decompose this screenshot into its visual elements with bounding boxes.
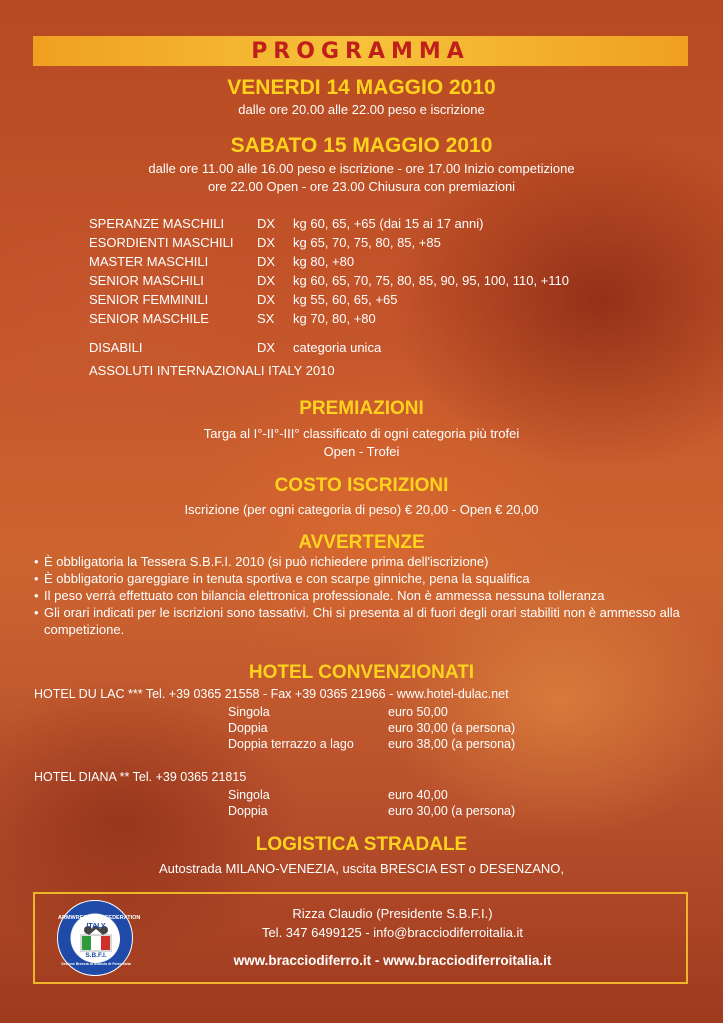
room-type: Doppia terrazzo a lago xyxy=(228,737,354,751)
category-row xyxy=(89,309,569,328)
friday-schedule: dalle ore 20.00 alle 22.00 peso e iscrizione xyxy=(238,102,485,117)
list-item: • Gli orari indicati per le iscrizioni sono tassativi. Chi si presenta al di fuori degli orari stabiliti non è ammesso alla competizione. xyxy=(34,604,704,638)
premiazioni-title: PREMIAZIONI xyxy=(299,398,424,419)
room-price: euro 30,00 (a persona) xyxy=(388,804,516,818)
avvertenze-title: AVVERTENZE xyxy=(298,532,425,553)
logistica-title: LOGISTICA STRADALE xyxy=(255,834,468,855)
category-name: MASTER MASCHILI xyxy=(89,254,209,269)
category-name: SPERANZE MASCHILI xyxy=(89,216,225,231)
costo-line: Iscrizione (per ogni categoria di peso) € 20,00 - Open € 20,00 xyxy=(184,502,539,517)
list-item: • È obbligatoria la Tessera S.B.F.I. 2010 (si può richiedere prima dell'iscrizione) xyxy=(34,553,704,570)
category-row xyxy=(89,233,569,252)
footer-box xyxy=(33,892,688,984)
category-weights: kg 80, +80 xyxy=(293,254,355,269)
assoluti-line: ASSOLUTI INTERNAZIONALI ITALY 2010 xyxy=(89,363,335,378)
programma-banner xyxy=(33,36,688,66)
list-item: • Il peso verrà effettuato con bilancia elettronica professionale. Non è ammessa nessuna tolleranza xyxy=(34,587,704,604)
room-price: euro 30,00 (a persona) xyxy=(388,721,516,735)
category-spacer xyxy=(89,328,569,338)
category-name: ESORDIENTI MASCHILI xyxy=(89,235,234,250)
room-price: euro 38,00 (a persona) xyxy=(388,737,516,751)
saturday-schedule-line-1: dalle ore 11.00 alle 16.00 peso e iscrizione - ore 17.00 Inizio competizione xyxy=(148,161,575,176)
category-name: SENIOR MASCHILE xyxy=(89,311,209,326)
list-item: • È obbligatorio gareggiare in tenuta sportiva e con scarpe ginniche, pena la squalifica xyxy=(34,570,704,587)
friday-title: VENERDI 14 MAGGIO 2010 xyxy=(227,76,496,99)
category-arm: DX xyxy=(257,235,276,250)
category-arm: DX xyxy=(257,216,276,231)
premiazioni-line-2: Open - Trofei xyxy=(323,444,400,459)
hotel-diana-header: HOTEL DIANA ** Tel. +39 0365 21815 xyxy=(34,770,247,784)
category-row xyxy=(89,290,569,309)
category-row xyxy=(89,252,569,271)
websites-line[interactable]: www.bracciodiferro.it - www.bracciodiferroitalia.it xyxy=(233,953,552,968)
category-arm: DX xyxy=(257,273,276,288)
logistica-line: Autostrada MILANO-VENEZIA, uscita BRESCIA EST o DESENZANO, xyxy=(158,861,565,876)
category-arm: SX xyxy=(257,311,275,326)
categories-table xyxy=(89,214,569,357)
category-name: SENIOR MASCHILI xyxy=(89,273,204,288)
programma-title: PROGRAMMA xyxy=(251,38,470,64)
room-type: Singola xyxy=(228,705,270,719)
president-name: Rizza Claudio (Presidente S.B.F.I.) xyxy=(292,906,493,921)
category-arm: DX xyxy=(257,292,276,307)
avvertenze-list xyxy=(34,553,704,638)
category-row xyxy=(89,271,569,290)
logo-abbr: S.B.F.I. xyxy=(85,952,107,959)
category-weights: kg 60, 65, 70, 75, 80, 85, 90, 95, 100, 110, +110 xyxy=(293,273,569,288)
logo-top-text: ARMWRESTLING FEDERATION xyxy=(58,915,141,921)
room-type: Doppia xyxy=(228,804,268,818)
room-type: Doppia xyxy=(228,721,268,735)
category-weights: kg 65, 70, 75, 80, 85, +85 xyxy=(293,235,441,250)
category-name: SENIOR FEMMINILI xyxy=(89,292,209,307)
contact-line: Tel. 347 6499125 - info@bracciodiferroitalia.it xyxy=(261,925,524,940)
room-price: euro 40,00 xyxy=(388,788,448,802)
room-price: euro 50,00 xyxy=(388,705,448,719)
premiazioni-line-1: Targa al I°-II°-III° classificato di ogni categoria più trofei xyxy=(203,426,520,441)
saturday-title: SABATO 15 MAGGIO 2010 xyxy=(230,134,493,157)
logo-bottom-text: Sezione Brescia di Braccio di Ferro Italia xyxy=(61,962,131,966)
costo-title: COSTO ISCRIZIONI xyxy=(274,475,449,496)
category-row xyxy=(89,214,569,233)
room-type: Singola xyxy=(228,788,270,802)
category-arm: DX xyxy=(257,254,276,269)
category-weights: kg 70, 80, +80 xyxy=(293,311,376,326)
logo-country: ITALY xyxy=(86,923,106,930)
category-row xyxy=(89,338,569,357)
category-weights: kg 55, 60, 65, +65 xyxy=(293,292,398,307)
hotel-du-lac-header: HOTEL DU LAC *** Tel. +39 0365 21558 - Fax +39 0365 21966 - www.hotel-dulac.net xyxy=(34,687,509,701)
category-arm: DX xyxy=(257,340,276,355)
category-name: DISABILI xyxy=(89,340,143,355)
hotels-title: HOTEL CONVENZIONATI xyxy=(248,662,475,683)
category-weights: kg 60, 65, +65 (dai 15 ai 17 anni) xyxy=(293,216,484,231)
saturday-schedule-line-2: ore 22.00 Open - ore 23.00 Chiusura con premiazioni xyxy=(207,179,516,194)
category-weights: categoria unica xyxy=(293,340,382,355)
